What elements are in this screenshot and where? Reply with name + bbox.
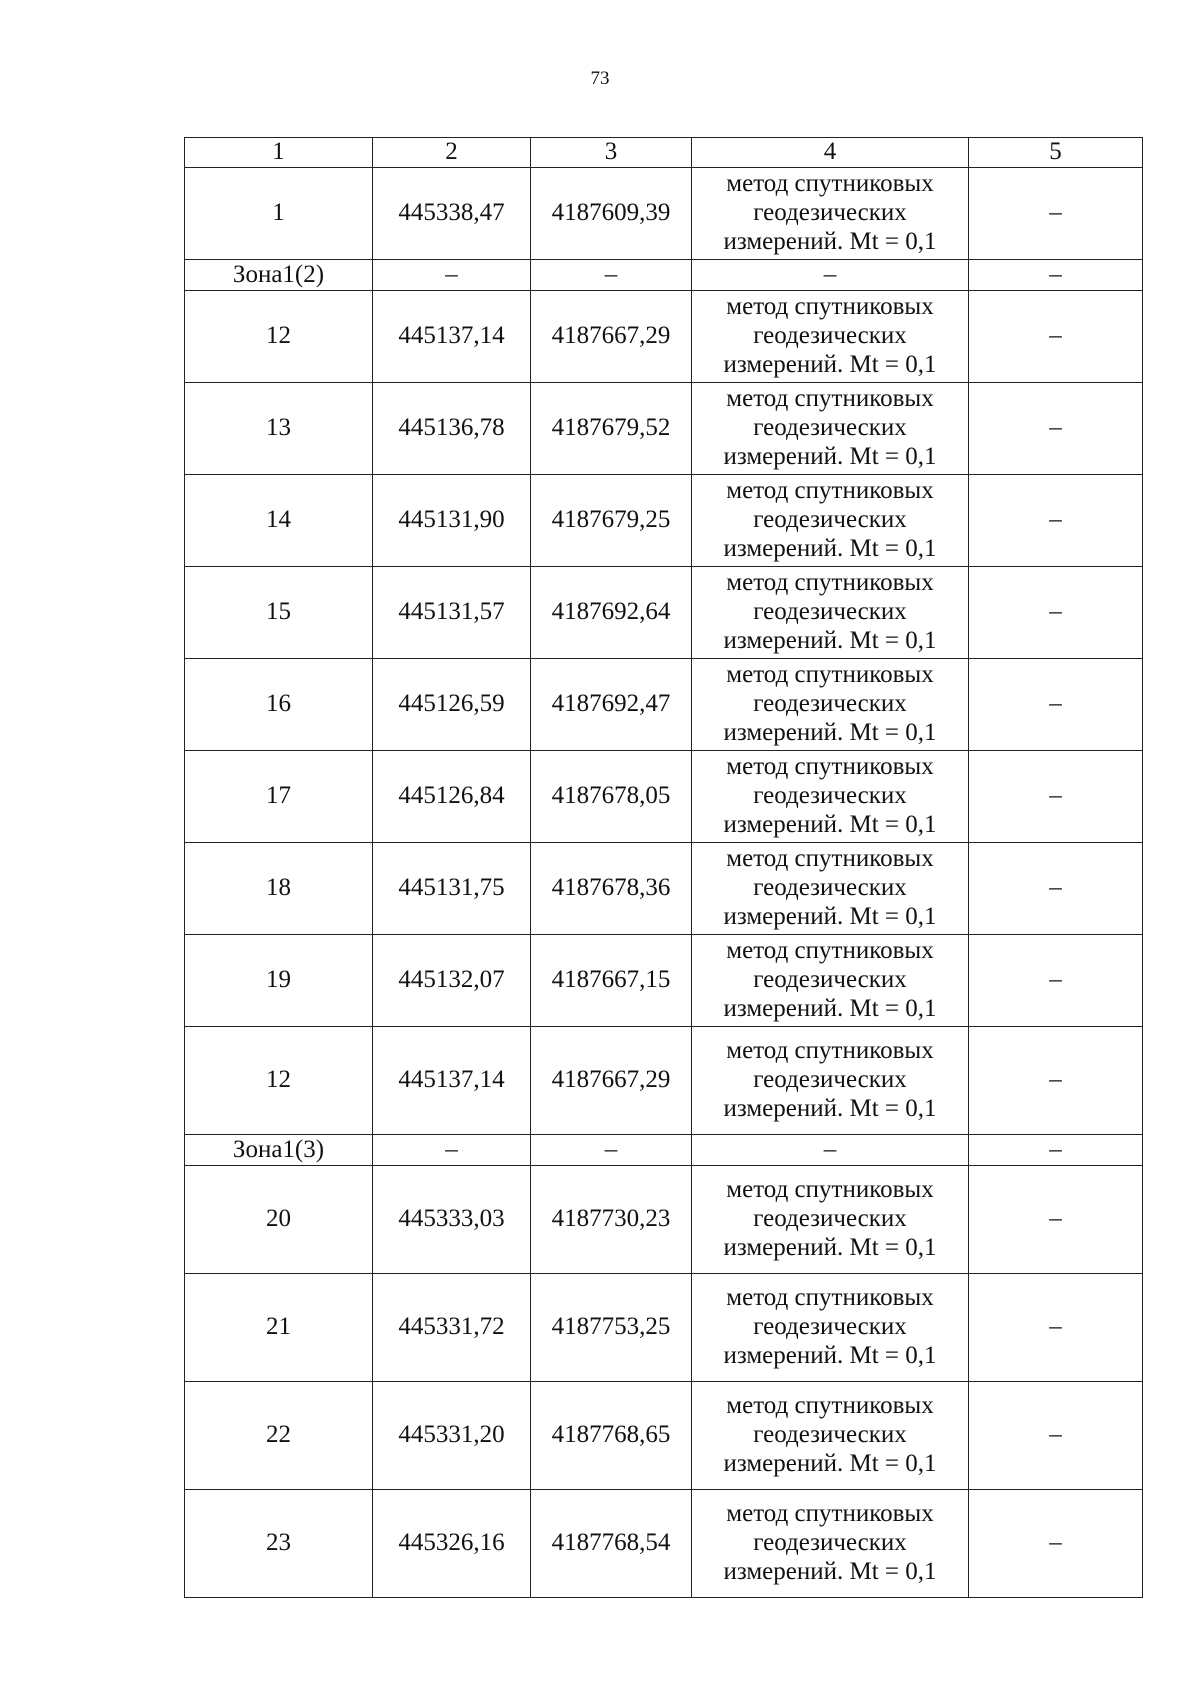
column-number-header-row	[185, 138, 1143, 168]
page-number: 73	[590, 68, 610, 89]
zone-dash-cell: –	[969, 1135, 1143, 1166]
x-coordinate: 445137,14	[373, 1027, 531, 1135]
x-coordinate: 445137,14	[373, 291, 531, 383]
zone-label: Зона1(3)	[185, 1135, 373, 1166]
point-number: 21	[185, 1274, 373, 1382]
note-cell: –	[969, 1166, 1143, 1274]
point-number: 13	[185, 383, 373, 475]
note-cell: –	[969, 168, 1143, 260]
point-row	[185, 567, 1143, 659]
x-coordinate: 445333,03	[373, 1166, 531, 1274]
measurement-method: метод спутниковых геодезических измерений. Mt = 0,1	[692, 168, 969, 260]
zone-row	[185, 260, 1143, 291]
note-cell: –	[969, 1382, 1143, 1490]
point-number: 18	[185, 843, 373, 935]
y-coordinate: 4187678,05	[531, 751, 692, 843]
zone-dash-cell: –	[373, 1135, 531, 1166]
note-cell: –	[969, 383, 1143, 475]
y-coordinate: 4187753,25	[531, 1274, 692, 1382]
zone-row	[185, 1135, 1143, 1166]
point-number: 12	[185, 1027, 373, 1135]
x-coordinate: 445331,72	[373, 1274, 531, 1382]
zone-label: Зона1(2)	[185, 260, 373, 291]
y-coordinate: 4187667,15	[531, 935, 692, 1027]
point-row	[185, 1382, 1143, 1490]
column-number-header: 3	[531, 138, 692, 168]
point-number: 14	[185, 475, 373, 567]
x-coordinate: 445131,57	[373, 567, 531, 659]
measurement-method: метод спутниковых геодезических измерений. Mt = 0,1	[692, 1027, 969, 1135]
point-row	[185, 659, 1143, 751]
point-number: 17	[185, 751, 373, 843]
coordinates-table-body	[185, 138, 1143, 1598]
note-cell: –	[969, 291, 1143, 383]
x-coordinate: 445126,84	[373, 751, 531, 843]
point-row	[185, 843, 1143, 935]
point-number: 22	[185, 1382, 373, 1490]
note-cell: –	[969, 1490, 1143, 1598]
point-row	[185, 1027, 1143, 1135]
column-number-header: 2	[373, 138, 531, 168]
note-cell: –	[969, 1027, 1143, 1135]
point-row	[185, 935, 1143, 1027]
point-number: 15	[185, 567, 373, 659]
measurement-method: метод спутниковых геодезических измерений. Mt = 0,1	[692, 1490, 969, 1598]
note-cell: –	[969, 659, 1143, 751]
measurement-method: метод спутниковых геодезических измерений. Mt = 0,1	[692, 567, 969, 659]
x-coordinate: 445136,78	[373, 383, 531, 475]
x-coordinate: 445131,75	[373, 843, 531, 935]
point-row	[185, 383, 1143, 475]
x-coordinate: 445331,20	[373, 1382, 531, 1490]
x-coordinate: 445338,47	[373, 168, 531, 260]
point-number: 19	[185, 935, 373, 1027]
y-coordinate: 4187692,47	[531, 659, 692, 751]
zone-dash-cell: –	[531, 1135, 692, 1166]
point-row	[185, 751, 1143, 843]
y-coordinate: 4187667,29	[531, 1027, 692, 1135]
column-number-header: 1	[185, 138, 373, 168]
point-number: 12	[185, 291, 373, 383]
note-cell: –	[969, 751, 1143, 843]
note-cell: –	[969, 935, 1143, 1027]
y-coordinate: 4187730,23	[531, 1166, 692, 1274]
x-coordinate: 445326,16	[373, 1490, 531, 1598]
measurement-method: метод спутниковых геодезических измерений. Mt = 0,1	[692, 1166, 969, 1274]
y-coordinate: 4187768,65	[531, 1382, 692, 1490]
point-number: 16	[185, 659, 373, 751]
note-cell: –	[969, 567, 1143, 659]
point-row	[185, 475, 1143, 567]
y-coordinate: 4187679,52	[531, 383, 692, 475]
point-number: 23	[185, 1490, 373, 1598]
measurement-method: метод спутниковых геодезических измерений. Mt = 0,1	[692, 1274, 969, 1382]
measurement-method: метод спутниковых геодезических измерений. Mt = 0,1	[692, 751, 969, 843]
note-cell: –	[969, 843, 1143, 935]
y-coordinate: 4187609,39	[531, 168, 692, 260]
zone-dash-cell: –	[969, 260, 1143, 291]
point-row	[185, 168, 1143, 260]
x-coordinate: 445131,90	[373, 475, 531, 567]
note-cell: –	[969, 1274, 1143, 1382]
zone-dash-cell: –	[373, 260, 531, 291]
column-number-header: 4	[692, 138, 969, 168]
zone-dash-cell: –	[531, 260, 692, 291]
point-number: 20	[185, 1166, 373, 1274]
coordinates-table	[184, 137, 1143, 1598]
point-number: 1	[185, 168, 373, 260]
point-row	[185, 1490, 1143, 1598]
x-coordinate: 445132,07	[373, 935, 531, 1027]
x-coordinate: 445126,59	[373, 659, 531, 751]
y-coordinate: 4187692,64	[531, 567, 692, 659]
note-cell: –	[969, 475, 1143, 567]
y-coordinate: 4187667,29	[531, 291, 692, 383]
measurement-method: метод спутниковых геодезических измерений. Mt = 0,1	[692, 1382, 969, 1490]
point-row	[185, 1166, 1143, 1274]
measurement-method: метод спутниковых геодезических измерений. Mt = 0,1	[692, 843, 969, 935]
measurement-method: метод спутниковых геодезических измерений. Mt = 0,1	[692, 291, 969, 383]
y-coordinate: 4187678,36	[531, 843, 692, 935]
zone-dash-cell: –	[692, 260, 969, 291]
measurement-method: метод спутниковых геодезических измерений. Mt = 0,1	[692, 475, 969, 567]
point-row	[185, 1274, 1143, 1382]
y-coordinate: 4187679,25	[531, 475, 692, 567]
measurement-method: метод спутниковых геодезических измерений. Mt = 0,1	[692, 935, 969, 1027]
measurement-method: метод спутниковых геодезических измерений. Mt = 0,1	[692, 383, 969, 475]
zone-dash-cell: –	[692, 1135, 969, 1166]
point-row	[185, 291, 1143, 383]
y-coordinate: 4187768,54	[531, 1490, 692, 1598]
measurement-method: метод спутниковых геодезических измерений. Mt = 0,1	[692, 659, 969, 751]
column-number-header: 5	[969, 138, 1143, 168]
